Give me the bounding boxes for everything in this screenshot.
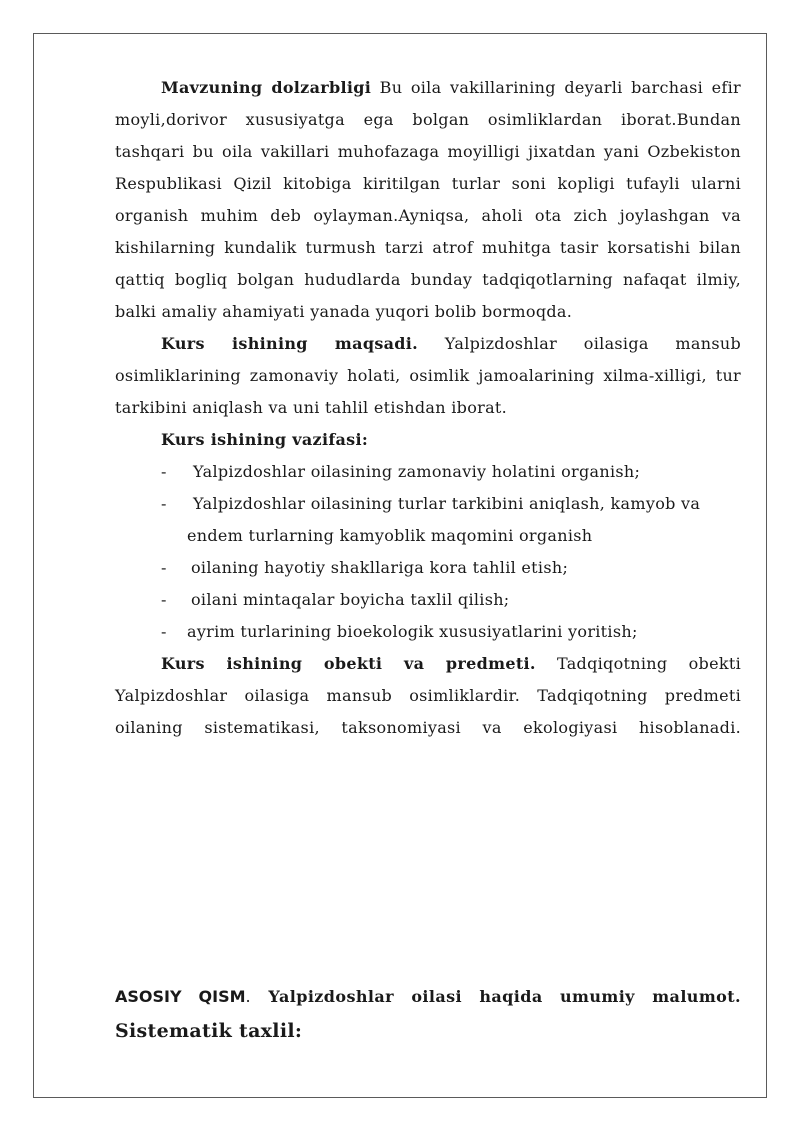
object-paragraph xyxy=(115,648,741,744)
relevance-paragraph xyxy=(115,72,741,328)
task-item-line: Yalpizdoshlar oilasining turlar tarkibini aniqlash, kamyob va xyxy=(193,494,701,513)
task-item-text xyxy=(187,488,741,552)
bullet-dash: - xyxy=(161,558,167,577)
goal-paragraph xyxy=(115,328,741,424)
bullet-dash: - xyxy=(161,494,167,513)
task-item-text: oilaning hayotiy shakllariga kora tahlil etish; xyxy=(191,558,569,577)
main-section-label: ASOSIY QISM xyxy=(115,987,246,1006)
main-section-heading xyxy=(115,982,741,1012)
bullet-dash: - xyxy=(161,590,167,609)
tasks-heading: Kurs ishining vazifasi: xyxy=(161,430,369,449)
relevance-label: Mavzuning dolzarbligi xyxy=(161,78,372,97)
task-item-text: ayrim turlarining bioekologik xususiyatlarini yoritish; xyxy=(187,622,638,641)
task-item xyxy=(161,488,741,552)
task-item-text: oilani mintaqalar boyicha taxlil qilish; xyxy=(191,590,510,609)
task-item-text: Yalpizdoshlar oilasining zamonaviy holatini organish; xyxy=(193,462,641,481)
systematic-analysis-heading: Sistematik taxlil: xyxy=(115,1020,303,1042)
object-text: Tadqiqotning obekti Yalpizdoshlar oilasiga mansub osimliklardir. Tadqiqotning predmeti oilaning sistematikasi, taksonomiyasi va ekologiyasi hisoblanadi. xyxy=(115,654,741,737)
relevance-text: Bu oila vakillarining deyarli barchasi efir moyli,dorivor xususiyatga ega bolgan osimliklardan iborat.Bundan tashqari bu oila vakillari muhofazaga moyilligi jixatdan yani Ozbekiston Respublikasi Qizil kitobiga kiritilgan turlar soni kopligi tufayli ularni organish muhim deb oylayman.Ayniqsa, aholi ota zich joylashgan va kishilarning kundalik turmush tarzi atrof muhitga tasir korsatishi bilan qattiq bogliq bolgan hududlarda bunday tadqiqotlarning nafaqat ilmiy, balki amaliy ahamiyati yanada yuqori bolib bormoqda. xyxy=(115,78,741,321)
task-item-line: endem turlarning kamyoblik maqomini organish xyxy=(187,526,593,545)
task-item xyxy=(161,456,741,488)
bullet-dash: - xyxy=(161,622,167,641)
bullet-dash: - xyxy=(161,462,167,481)
task-item xyxy=(161,552,741,584)
goal-label: Kurs ishining maqsadi. xyxy=(161,334,419,353)
goal-text: Yalpizdoshlar oilasiga mansub osimliklarining zamonaviy holati, osimlik jamoalarining xilma-xilligi, tur tarkibini aniqlash va uni tahlil etishdan iborat. xyxy=(115,334,741,417)
main-section-separator: . xyxy=(245,987,252,1006)
main-section-title: Yalpizdoshlar oilasi haqida umumiy malumot. xyxy=(251,987,742,1006)
task-item xyxy=(161,584,741,616)
object-label: Kurs ishining obekti va predmeti. xyxy=(161,654,536,673)
task-item xyxy=(161,616,741,648)
document-body xyxy=(115,72,741,744)
